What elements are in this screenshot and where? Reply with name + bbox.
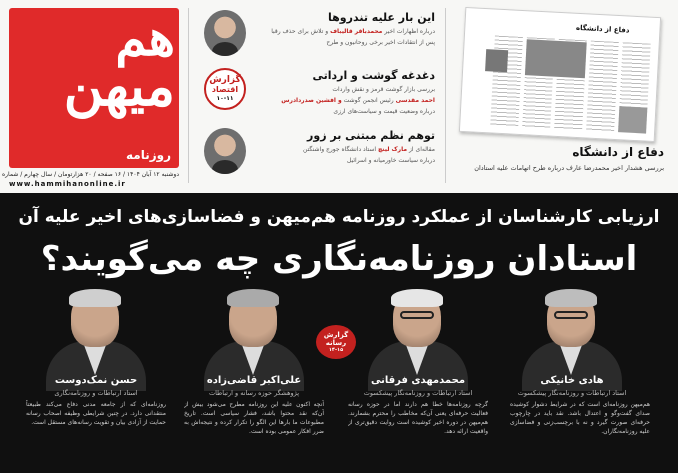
thumbnail-headline[interactable]: دفاع از دانشگاه [572, 145, 664, 159]
masthead-word-1: هم [115, 8, 175, 67]
teaser-text: بررسی بازار گوشت قرمز و نقش واردات [332, 86, 435, 93]
person-quote: آنچه اکنون علیه این روزنامه مطرح می‌شود بیش از آن‌که نقد محتوا باشد، فشار سیاسی است. تاریخ مطبوعات ما بارها این الگو را تکرار کرده و نتیجه‌اش به ضرر افکار عمومی بوده است. [184, 401, 324, 435]
person-quote: گرچه روزنامه‌ها خطا هم دارند اما در حوزه رسانه فعالیت حرفه‌ای یعنی آن‌که مخاطب را محترم بشمارند. هم‌میهن در دوره اخیر کوشیده است روایت دقیق‌تری از واقعیت ارائه دهد. [348, 401, 488, 435]
teaser-text: درباره اظهارات اخیر محمدباقر قالیباف و تلاش برای حذف رقبا [271, 28, 435, 35]
person-quote: روزنامه‌ای که از جامعه مدنی دفاع می‌کند طبیعتاً منتقدانی دارد. در چنین شرایطی وظیفه اصحاب رسانه حمایت از آزادی بیان و تقویت رسانه‌های مستقل است. [26, 401, 166, 426]
story-headline[interactable]: استادان روزنامه‌نگاری چه می‌گویند؟ [40, 239, 638, 279]
text-column [586, 41, 619, 132]
author-portrait [204, 128, 246, 174]
teaser-title: توهم نظم مبتنی بر زور [307, 129, 435, 142]
person-role: پژوهشگر حوزه رسانه و ارتباطات [208, 389, 300, 397]
teaser-2[interactable] [200, 68, 435, 118]
thumbnail-photo [618, 106, 647, 133]
teaser-title: این بار علیه تندروها [328, 11, 435, 24]
column-divider [445, 8, 446, 183]
teaser-title: دغدغه گوشت و ارداتی [312, 69, 435, 82]
story-kicker: ارزیابی کارشناسان از عملکرد روزنامه هم‌میهن و فضاسازی‌های اخیر علیه آن [18, 207, 660, 227]
person-role: استاد ارتباطات و روزنامه‌نگاری [54, 389, 138, 397]
thumbnail-photo [525, 39, 587, 78]
dateline: دوشنبه ۱۲ آبان ۱۴۰۴ / ۱۶ صفحه / ۲۰ هزارتومان / سال چهارم / شماره [1, 171, 179, 178]
website-url[interactable]: www.hammihanonline.ir [9, 180, 126, 188]
teaser-text: احمد مقدسی رئیس انجمن گوشت و افشین صدردادرس [281, 97, 435, 104]
masthead-word-2: میهن [63, 54, 175, 118]
masthead-logo[interactable] [9, 8, 179, 168]
person-name: حسن نمک‌دوست [54, 375, 138, 386]
person-name: علی‌اکبر قاضی‌زاده [206, 375, 302, 386]
thumbnail-subtitle: بررسی هشدار اخیر محمدرضا عارف درباره طرح اتهامات علیه استادان [474, 164, 664, 172]
page-thumbnail[interactable] [459, 7, 661, 142]
person-quote: هم‌میهن روزنامه‌ای است که در شرایط دشوار کوشیده صدای گفت‌وگو و اعتدال باشد. نقد باید در چارچوب حرفه‌ای صورت گیرد و نه با برچسب‌زنی و فضاسازی علیه روزنامه‌نگاران. [510, 401, 650, 435]
teaser-note: درباره سیاست خاورمیانه و اسرائیل [347, 157, 435, 164]
person-name: هادی خانیکی [540, 375, 604, 386]
person-role: استاد ارتباطات و روزنامه‌نگار پیشکسوت [363, 389, 473, 397]
person-role: استاد ارتباطات و روزنامه‌نگار پیشکسوت [517, 389, 627, 397]
report-economy-badge: گزارش اقتصاد ۱۰-۱۱ [204, 68, 246, 110]
report-media-badge: گزارش رسانه ۱۴-۱۵ [316, 325, 356, 359]
teaser-note: درباره وضعیت قیمت و سیاست‌های ارزی [333, 108, 435, 115]
author-portrait [204, 10, 246, 56]
main-story [0, 193, 678, 473]
teaser-note: پس از انتقادات اخیر برخی روحانیون و طرح [326, 39, 435, 46]
column-divider [188, 8, 189, 183]
page-header [0, 0, 678, 193]
teaser-text: مقاله‌ای از مارک لینچ استاد دانشگاه جورج واشنگتن [303, 146, 435, 153]
teaser-3[interactable] [200, 128, 435, 178]
person-name: محمدمهدی فرقانی [370, 375, 466, 386]
thumbnail-photo [485, 49, 508, 72]
masthead-sub: روزنامه [126, 148, 171, 162]
thumbnail-title: دفاع از دانشگاه [575, 23, 630, 35]
teaser-1[interactable] [200, 10, 435, 60]
